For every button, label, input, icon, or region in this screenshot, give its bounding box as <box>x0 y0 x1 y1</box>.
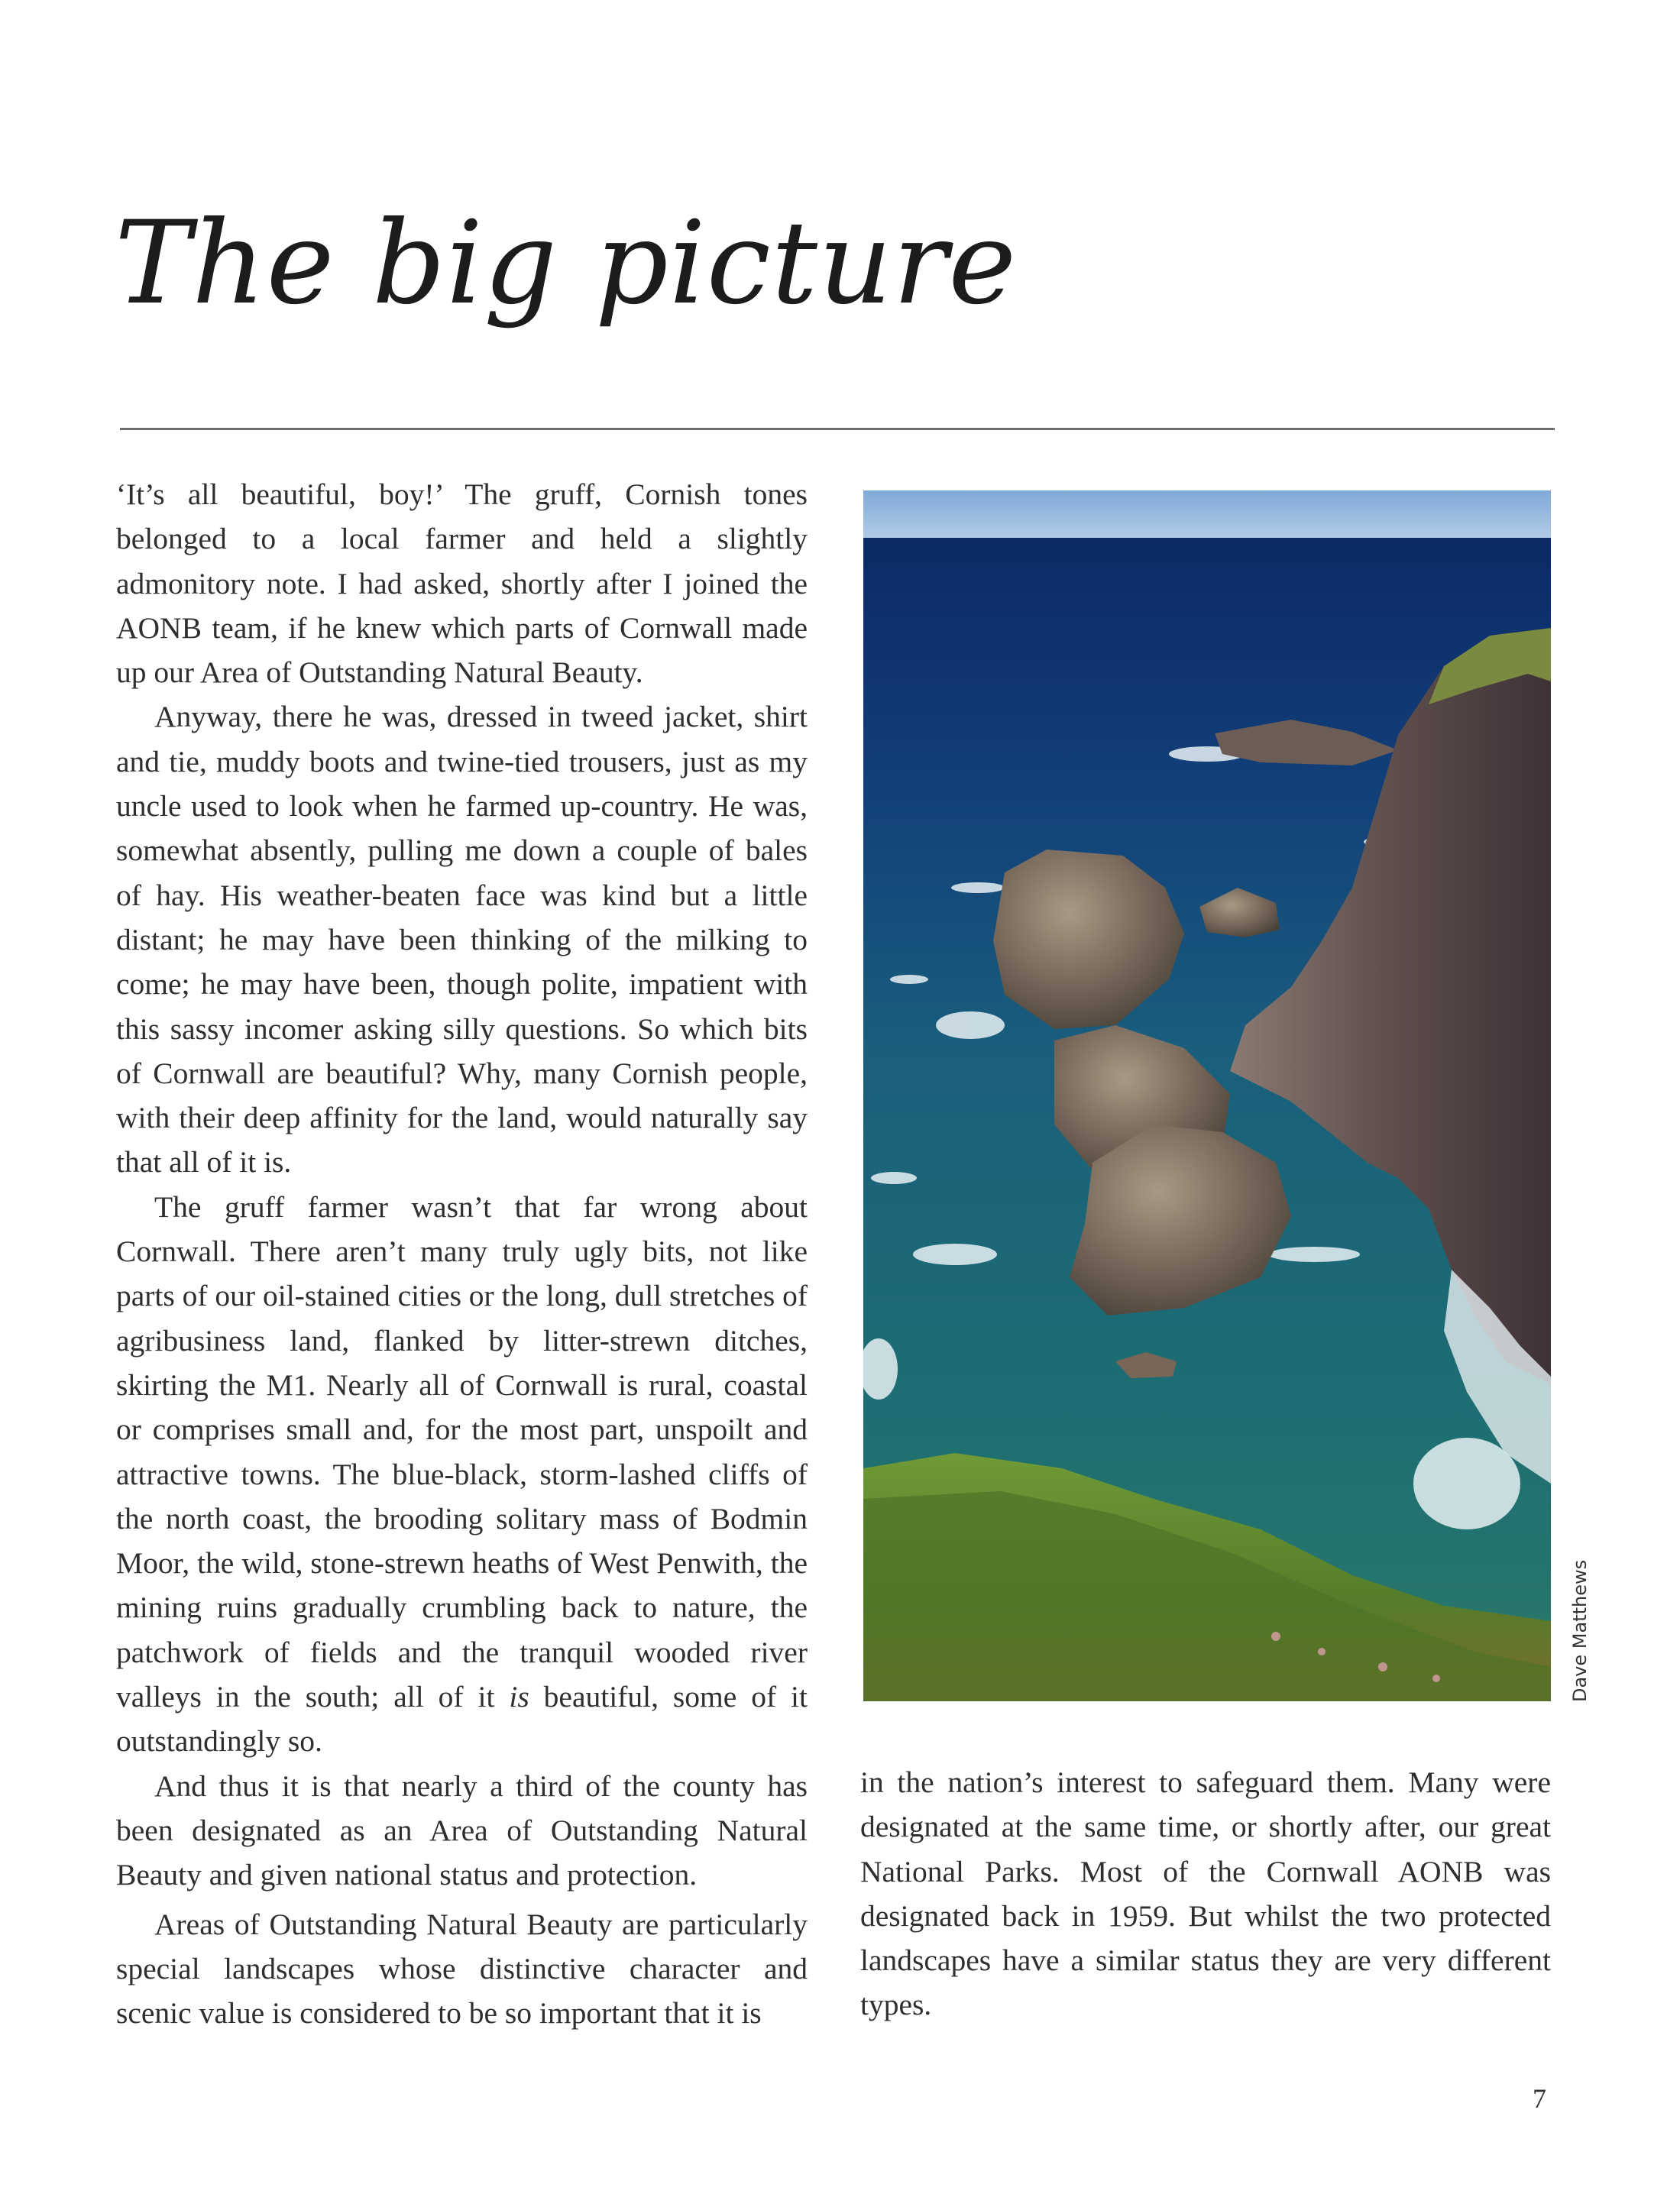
coastline-illustration <box>863 490 1551 1701</box>
photo-credit: Dave Matthews <box>1569 1559 1591 1702</box>
left-column <box>116 472 808 2035</box>
paragraph-5: Areas of Outstanding Natural Beauty are particularly special landscapes whose distinctive character and scenic value is considered to be so important that it is <box>116 1907 808 2031</box>
page-number: 7 <box>1533 2083 1546 2114</box>
paragraph-3-tail: beautiful, some of it outstandingly so. <box>116 1680 808 1759</box>
paragraph-3 <box>116 1185 808 1764</box>
title-divider <box>120 428 1555 430</box>
paragraph-1: ‘It’s all beautiful, boy!’ The gruff, Cornish tones belonged to a local farmer and held a slightly admonitory note. I had asked, shortly after I joined the AONB team, if he knew which parts of Cornwall made up our Area of Outstanding Natural Beauty. <box>116 477 808 690</box>
paragraph-6: in the nation’s interest to safeguard them. Many were designated at the same time, or shortly after, our great National Parks. Most of the Cornwall AONB was designated back in 1959. But whilst the two protected landscapes have a similar status they are very different types. <box>860 1765 1551 2022</box>
right-column <box>860 1760 1551 2027</box>
paragraph-4: And thus it is that nearly a third of the county has been designated as an Area of Outstanding Natural Beauty and given national status and protection. <box>116 1769 808 1892</box>
paragraph-3-emphasis: is <box>509 1680 529 1714</box>
coastline-photo <box>863 490 1551 1701</box>
paragraph-3-text: The gruff farmer wasn’t that far wrong about Cornwall. There aren’t many truly ugly bits, not like parts of our oil-stained cities or the long, dull stretches of agribusiness land, flanked by litter-strewn ditches, skirting the M1. Nearly all of Cornwall is rural, coastal or comprises small and, for the most part, unspoilt and attractive towns. The blue-black, storm-lashed cliffs of the north coast, the brooding solitary mass of Bodmin Moor, the wild, stone-strewn heaths of West Penwith, the mining ruins gradually crumbling back to nature, the patchwork of fields and the tranquil wooded river valleys in the south; all of it <box>116 1189 808 1714</box>
paragraph-2: Anyway, there he was, dressed in tweed jacket, shirt and tie, muddy boots and twine-tied trousers, just as my uncle used to look when he farmed up-country. He was, somewhat absently, pulling me down a couple of bales of hay. His weather-beaten face was kind but a little distant; he may have been thinking of the milking to come; he may have been, though polite, impatient with this sassy incomer asking silly questions. So which bits of Cornwall are beautiful? Why, many Cornish people, with their deep affinity for the land, would naturally say that all of it is. <box>116 700 808 1180</box>
page-title: The big picture <box>115 197 1018 330</box>
